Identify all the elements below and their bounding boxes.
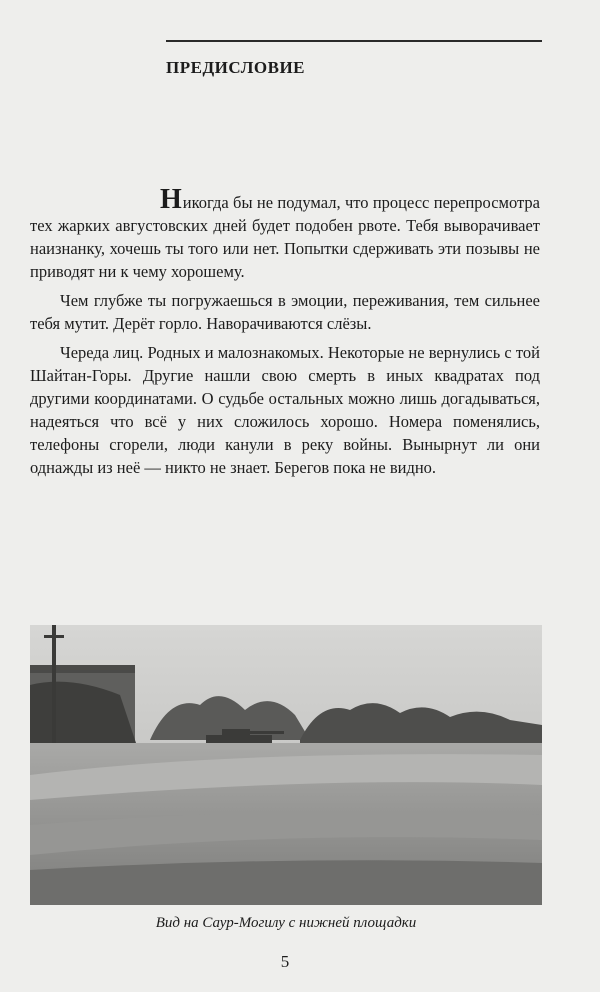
paragraph-2: Чем глубже ты погружаешься в эмоции, переживания, тем сильнее тебя мутит. Дерёт горло. Наворачиваются слёзы. [30, 291, 540, 333]
body-text [30, 184, 540, 485]
photo-illustration [30, 625, 542, 905]
page-number: 5 [280, 952, 290, 971]
header-rule [166, 40, 542, 42]
photo-caption: Вид на Саур-Могилу с нижней площадки [155, 915, 417, 931]
chapter-heading: ПРЕДИСЛОВИЕ [166, 58, 306, 77]
paragraph-1-text: икогда бы не подумал, что процесс перепросмотра тех жарких августовских дней будет подобен рвоте. Тебя выворачивает наизнанку, хочешь ты того или нет. Попытки сдерживать эти позывы не приводят ни к чему хорошему. [30, 193, 540, 281]
landscape-photo [30, 625, 542, 905]
paragraph-1 [30, 184, 540, 283]
drop-cap: Н [160, 184, 182, 215]
paragraph-3: Череда лиц. Родных и малознакомых. Некоторые не вернулись с той Шайтан-Горы. Другие нашли свою смерть в иных квадратах под другими координатами. О судьбе остальных можно лишь догадываться, надеяться что всё у них сложилось хорошо. Номера поменялись, телефоны сгорели, люди канули в реку войны. Вынырнут ли они однажды из неё — никто не знает. Берегов пока не видно. [30, 343, 540, 477]
